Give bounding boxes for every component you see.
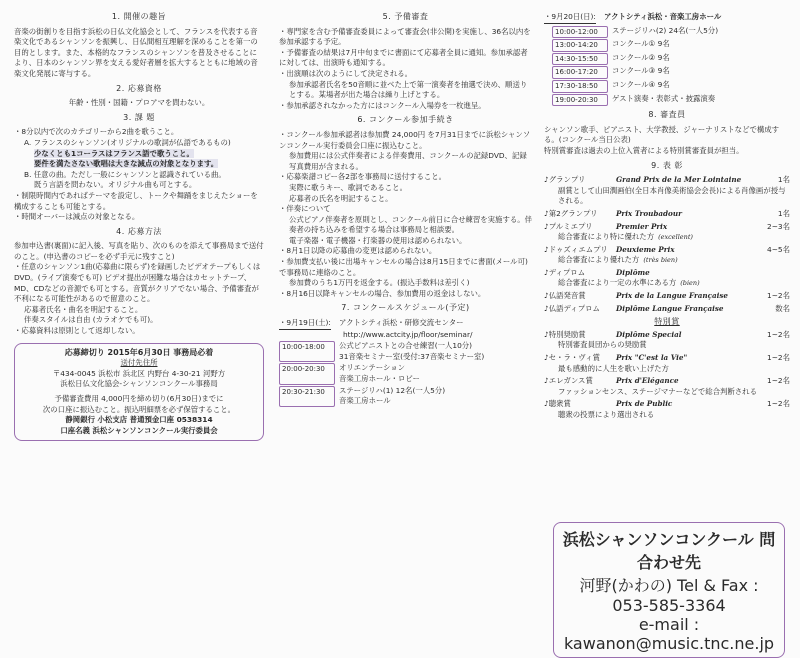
award-count: 1~2名 <box>767 399 790 409</box>
award-count: 数名 <box>775 303 790 313</box>
procedure-line: 応募者の氏名を明記すること。 <box>289 193 393 203</box>
award-name: ♪セ・ラ・ヴィ賞 <box>544 353 601 363</box>
schedule-time: 16:00-17:20 <box>552 66 608 79</box>
award-row <box>544 399 790 410</box>
judges-line: シャンソン歌手、ピアニスト、大学教授、ジャーナリストなどで構成する。(コンクール当日公表) <box>544 124 780 145</box>
schedule-place: 音楽工房ホール <box>339 396 391 406</box>
award-row <box>544 175 790 186</box>
schedule-time: 14:30-15:50 <box>552 53 608 66</box>
award-name: ♪グランプリ <box>544 175 586 185</box>
application-line: 応募者氏名・曲名を明記すること。 <box>24 304 143 314</box>
award-row <box>544 304 790 315</box>
award-count: 1~2名 <box>767 291 790 301</box>
application-line: ・任意のシャンソン1曲(応募曲に限らず)を録画したビデオテープもしくはDVD。(ライブ演奏でも可) ビデオ提出が困難な場合はカセットテープ、MD、CDなどの音源でも可とする。音質がクリアでない場合、予備審査が不利になる可能性があるので留意のこと。 <box>14 262 261 304</box>
award-description <box>544 364 790 375</box>
schedule-event: コンクール④ 9名 <box>612 79 670 89</box>
section-title-application: 4. 応募方法 <box>116 226 162 236</box>
award-name: ♪エレガンス賞 <box>544 376 593 386</box>
task-highlight: 少なくとも1コーラスはフランス語で歌うこと。 <box>34 148 194 158</box>
task-line: A. フランスのシャンソン(オリジナルの歌詞が仏語であるもの) <box>24 137 231 147</box>
screening-line: ・専門家を含む予備審査委員によって審査会(非公開)を実施し、36名以内を参加承認する予定。 <box>279 26 531 47</box>
award-row <box>544 245 790 256</box>
award-french-name: Deuxieme Prix <box>616 244 675 254</box>
award-name: ♪仏語発音賞 <box>544 291 586 301</box>
award-row <box>544 330 790 341</box>
section-title-screening: 5. 予備審査 <box>382 12 429 21</box>
mailing-address-label: 送付先住所 <box>120 358 158 368</box>
award-french-name: Prix de Public <box>616 399 673 409</box>
schedule-row <box>552 66 790 79</box>
schedule-event: コンクール① 9名 <box>612 39 670 49</box>
procedure-line: 参加費のうち1万円を返金する。(振込手数料は差引く) <box>289 278 470 288</box>
screening-line: ・出演順は次のようにして決定される。 <box>279 68 413 78</box>
schedule-place: 音楽工房ホール・ロビー <box>339 374 420 383</box>
schedule-time: 19:00-20:30 <box>552 94 608 107</box>
section-title-purpose: 1. 開催の趣旨 <box>111 12 167 21</box>
award-row <box>544 376 790 387</box>
schedule-event: 公式ピアニストとの合せ練習(一人10分) <box>339 341 473 351</box>
application-line: ・応募資料は原則として返却しない。 <box>14 326 140 336</box>
schedule-event: ステージリハ(2) 24名(一人5分) <box>612 25 719 35</box>
award-count: 1名 <box>777 208 790 218</box>
procedure-line: ・伴奏について <box>279 204 331 214</box>
procedure-line: ・8月1日以降の応募曲の変更は認められない。 <box>279 246 437 256</box>
schedule-event: ゲスト演奏・表彰式・披露演奏 <box>612 93 716 103</box>
schedule-row <box>552 94 790 107</box>
award-description-text: 総合審査により特に優れた方 <box>558 232 655 242</box>
contact-phone: 河野(かわの) Tel & Fax : 053-585-3364 <box>579 576 759 615</box>
awards-list <box>544 175 790 314</box>
procedure-line: 公式ピアノ伴奏者を原則とし、コンクール前日に合せ練習を実施する。伴奏者の持ち込みを希望する場合は事務局と相談要。 <box>289 214 533 235</box>
schedule-row <box>552 39 790 52</box>
special-awards-list <box>544 330 790 421</box>
award-french-name: Prix d'Elégance <box>616 376 679 386</box>
award-name: ♪仏語ディプロム <box>544 303 600 313</box>
mailing-address: 浜松日仏文化協会-シャンソンコンクール事務局 <box>60 379 218 389</box>
contact-title: 浜松シャンソンコンクール 問合わせ先 <box>562 530 776 572</box>
award-count: 4~5名 <box>767 244 790 254</box>
award-name: ♪第2グランプリ <box>544 208 598 218</box>
award-description-text: 副賞として山田潤画伯(全日本肖像美術協会会長)による肖像画が授与される。 <box>558 185 786 206</box>
schedule-day2-date: ・9月20日(日): <box>544 12 596 24</box>
schedule-row <box>279 386 532 407</box>
task-line: B. 任意の曲。ただし一般にシャンソンと認識されている曲。 <box>24 169 226 179</box>
award-row <box>544 222 790 233</box>
procedure-line: ・コンクール参加承認者は参加費 24,000円 を7月31日までに浜松シャンソンコンクール実行委員会口座に振込むこと。 <box>279 129 531 150</box>
schedule-place: 31音楽セミナー室(受付:37音楽セミナー室) <box>339 351 485 361</box>
column-right <box>544 8 790 421</box>
award-description-text: 最も感動的に人生を歌い上げた方 <box>558 363 669 373</box>
schedule-time: 20:30-21:30 <box>279 386 335 407</box>
schedule-time: 13:00-14:20 <box>552 39 608 52</box>
award-description-text: 総合審査により一定の水準にある方 <box>558 278 677 288</box>
award-row <box>544 209 790 220</box>
award-count: 1~2名 <box>767 376 790 386</box>
award-description <box>544 232 790 243</box>
award-description-text: 総合審査により優れた方 <box>558 255 640 265</box>
award-french-name: Prix "C'est la Vie" <box>616 353 688 363</box>
award-description-text: ファッションセンス、ステージマナーなどで総合判断される <box>558 386 757 396</box>
section-title-schedule: 7. コンクールスケジュール(予定) <box>341 303 470 313</box>
award-description-text: 聴衆の投票により選出される <box>558 410 655 419</box>
award-description <box>544 255 790 266</box>
schedule-event: オリエンテーション <box>339 363 406 373</box>
task-line: ・制限時間内であればテーマを設定し、トークや舞踊をまじえたショーを構成することも可能とする。 <box>14 190 258 211</box>
bank-account-name: 口座名義 浜松シャンソンコンクール実行委員会 <box>60 425 218 435</box>
award-french-name: Prix de la Langue Française <box>616 291 728 301</box>
bank-account: 静岡銀行 小松支店 普通預金口座 0538314 <box>65 415 213 425</box>
award-count: 1名 <box>777 175 790 185</box>
schedule-time: 20:00-20:30 <box>279 363 335 384</box>
screening-line: 参加承認者氏名を50音順に並べた上で第一演奏者を抽選で決め、順送りとする。某場者が出た場合は繰り上げとする。 <box>289 79 528 100</box>
award-row <box>544 353 790 364</box>
application-line: 参加申込書(裏面)に記入後、写真を貼り、次のものを添えて事務局まで送付のこと。(申込書のコピーを必ず手元に残すこと) <box>14 241 264 261</box>
procedure-line: 参加費用には公式伴奏者による伴奏費用、コンクールの記録DVD、記録写真費用が含まれる。 <box>289 151 527 171</box>
schedule-row <box>279 341 532 362</box>
award-count <box>750 268 790 279</box>
schedule-day1-venue: アクトシティ浜松・研修交流センター <box>338 318 464 328</box>
award-name: ♪聴衆賞 <box>544 399 571 409</box>
screening-line: ・参加承認されなかった方にはコンクール入場券を一枚進呈。 <box>279 100 486 110</box>
schedule-time: 17:30-18:50 <box>552 80 608 93</box>
schedule-day2-venue: アクトシティ浜松・音楽工房ホール <box>603 12 722 21</box>
section-title-task: 3. 課 題 <box>123 112 155 122</box>
procedure-line: 電子楽器・電子機器・打楽器の使用は認められない。 <box>289 235 467 245</box>
award-description <box>544 340 790 351</box>
award-description-text: 特別審査員団からの奨励賞 <box>558 340 647 350</box>
schedule-row <box>552 53 790 66</box>
fee-text: 予備審査費用 4,000円を締め切り(6月30日)までに <box>54 394 224 403</box>
award-row <box>544 291 790 302</box>
award-level: (excellent) <box>658 233 693 242</box>
section-title-procedure: 6. コンクール参加手続き <box>357 115 454 125</box>
task-line: 既う言語を問わない。オリジナル曲も可とする。 <box>34 180 197 190</box>
schedule-day1-date: ・9月19日(土): <box>279 318 331 330</box>
fee-text: 次の口座に振込むこと。振込明細票を必ず保管すること。 <box>42 404 236 414</box>
venue-url-link[interactable]: http://www.actcity.jp/floor/seminar/ <box>343 329 473 339</box>
procedure-line: 実際に歌うキー、歌詞であること。 <box>289 182 407 192</box>
award-count: 2~3名 <box>767 221 790 231</box>
task-line: ・時間オーバーは減点の対象となる。 <box>14 212 140 222</box>
schedule-row <box>279 363 532 384</box>
column-left <box>14 8 264 441</box>
schedule-time: 10:00-18:00 <box>279 341 335 362</box>
award-french-name: Diplôme Langue Française <box>616 303 724 313</box>
award-count: 1~2名 <box>767 329 790 339</box>
award-row <box>544 268 790 279</box>
procedure-line: ・8月16日以降キャンセルの場合、参加費用の返金はしない。 <box>279 288 486 298</box>
contact-box <box>553 522 785 658</box>
award-name: ♪特別奨励賞 <box>544 329 586 339</box>
task-line: ・8分以内で次のカテゴリーから2曲を歌うこと。 <box>14 127 179 137</box>
award-description <box>544 387 790 398</box>
section-title-awards: 9. 表 彰 <box>651 160 683 170</box>
award-french-name: Prix Troubadour <box>616 208 682 218</box>
award-french-name: Diplôme <box>616 267 650 277</box>
award-name: ♪ドゥズィエムプリ <box>544 244 608 254</box>
schedule-row <box>552 80 790 93</box>
procedure-line: ・参加費支払い後に出場キャンセルの場合は8月15日までに書面(メール可)で事務局に連絡のこと。 <box>279 257 528 277</box>
purpose-text: 音楽の街創りを目指す浜松の日仏文化協会として、フランスを代表する音楽文化であるシャンソンを振興し、日仏間相互理解を深めることを第一の目的とします。また、本格的なフランスのシャンソンを普及させることにより、日本のシャンソン界を支える愛好者層を拡大するとともに地域の音楽文化発展に寄与する。 <box>14 26 258 78</box>
schedule-event: コンクール② 9名 <box>612 52 670 62</box>
award-level: (très bien) <box>643 256 678 265</box>
award-description <box>544 278 790 289</box>
schedule-event: ステージリハ(1) 12名(一人5分) <box>339 385 446 395</box>
deadline-box <box>14 343 264 442</box>
schedule-row <box>552 26 790 39</box>
schedule-time: 10:00-12:00 <box>552 26 608 39</box>
section-title-eligibility: 2. 応募資格 <box>116 83 162 93</box>
award-french-name: Premier Prix <box>616 221 668 231</box>
award-name: ♪プルミエプリ <box>544 221 593 231</box>
deadline-title: 応募締切り 2015年6月30日 事務局必着 <box>64 347 214 357</box>
mailing-address: 〒434-0045 浜松市 浜北区 内野台 4-30-21 河野方 <box>52 368 226 378</box>
procedure-line: ・応募楽譜コピー各2部を事務局に送付すること。 <box>279 172 447 182</box>
schedule-event: コンクール③ 9名 <box>612 66 670 76</box>
award-description <box>544 186 790 207</box>
screening-line: ・予備審査の結果は7月中旬までに書面にて応募者全員に通知。参加承認者に対しては、出演時も通知する。 <box>279 47 528 68</box>
section-title-judges: 8. 審査員 <box>648 110 686 120</box>
schedule-day2-list <box>544 26 790 107</box>
contact-email-link[interactable]: e-mail : kawanon@music.tnc.ne.jp <box>563 615 775 653</box>
schedule-day1-list <box>279 341 532 407</box>
award-french-name: Diplôme Special <box>616 329 682 339</box>
award-description <box>544 410 790 421</box>
special-awards-title: 特別賞 <box>654 317 680 327</box>
eligibility-text: 年齢・性別・国籍・プロアマを問わない。 <box>68 98 210 108</box>
application-line: 伴奏スタイルは自由 (カラオケでも可)。 <box>24 315 158 325</box>
task-highlight: 要件を満たさない歌唱は大きな減点の対象となります。 <box>34 159 219 169</box>
column-middle <box>279 8 532 408</box>
award-level: (bien) <box>680 279 700 288</box>
judges-line: 特別賞審査は過去の上位入賞者による特別賞審査員が担当。 <box>544 145 744 155</box>
award-french-name: Grand Prix de la Mer Lointaine <box>616 175 742 185</box>
award-name: ♪ディプロム <box>544 267 586 277</box>
award-count: 1~2名 <box>767 353 790 363</box>
